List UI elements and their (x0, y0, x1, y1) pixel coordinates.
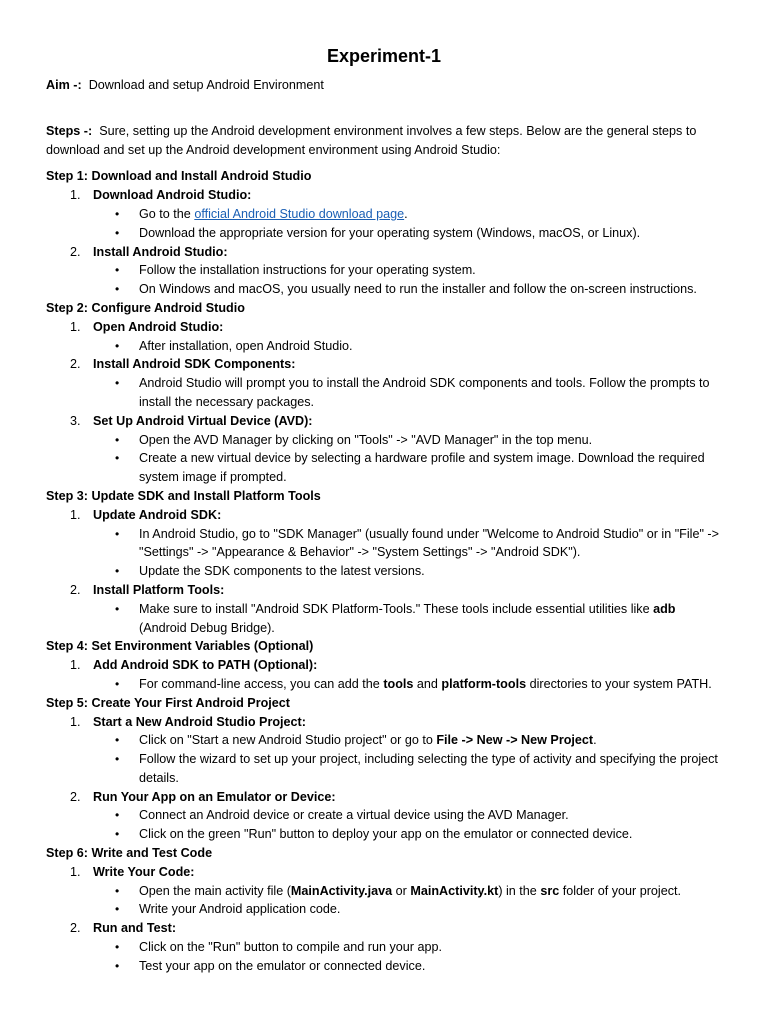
step-subitem (46, 919, 722, 975)
bullet-text: Follow the installation instructions for your operating system. (139, 263, 476, 278)
bullet-list (93, 675, 722, 694)
bullet-list (93, 337, 722, 356)
subitem-number: 2. (70, 244, 81, 259)
subitem-title: Write Your Code: (93, 864, 195, 879)
step-sublist (46, 656, 722, 694)
bullet-text: Open the main activity file ( (139, 883, 291, 898)
steps-list (46, 167, 722, 975)
bullet-list (93, 882, 722, 920)
bullet-icon: • (115, 601, 120, 616)
bullet-item (93, 900, 722, 919)
bullet-icon: • (115, 263, 120, 278)
bold-term: MainActivity.java (290, 883, 393, 898)
bullet-item (93, 205, 722, 224)
bullet-icon: • (115, 808, 120, 823)
bullet-text: Update the SDK components to the latest versions. (139, 564, 425, 579)
bullet-text: Make sure to install "Android SDK Platform-Tools." These tools include essential utilities like (139, 601, 654, 616)
step-subitem (46, 863, 722, 919)
subitem-title: Add Android SDK to PATH (Optional): (93, 658, 318, 673)
step-sublist (46, 186, 722, 299)
subitem-number: 3. (70, 413, 81, 428)
bullet-icon: • (115, 282, 120, 297)
bullet-list (93, 525, 722, 581)
step-subitem (46, 412, 722, 487)
step-subitem (46, 243, 722, 299)
bullet-list (93, 938, 722, 976)
subitem-number: 1. (70, 658, 81, 673)
step-sublist (46, 713, 722, 845)
step-subitem (46, 788, 722, 844)
bullet-icon: • (115, 902, 120, 917)
bullet-list (93, 261, 722, 299)
step-sublist (46, 863, 722, 976)
spacer (46, 159, 722, 167)
bullet-icon: • (115, 940, 120, 955)
bullet-text: Test your app on the emulator or connected device. (139, 958, 426, 973)
subitem-title: Install Platform Tools: (93, 582, 225, 597)
bullet-text: Click on "Start a new Android Studio project" or go to (139, 733, 437, 748)
bold-term: MainActivity.kt (410, 883, 499, 898)
bullet-text: (Android Debug Bridge). (139, 620, 275, 635)
bullet-text: Android Studio will prompt you to install the Android SDK components and tools. Follow the prompts to install the necessary packages. (139, 376, 710, 409)
bullet-text: Go to the (139, 206, 195, 221)
steps-intro (46, 122, 722, 160)
step-subitem (46, 713, 722, 788)
bullet-icon: • (115, 451, 120, 466)
bullet-list (93, 806, 722, 844)
subitem-title: Run and Test: (93, 921, 177, 936)
bullet-item (93, 675, 722, 694)
subitem-number: 2. (70, 582, 81, 597)
step-heading: Step 3: Update SDK and Install Platform Tools (46, 488, 321, 503)
bullet-text: . (593, 733, 597, 748)
bullet-list (93, 431, 722, 487)
subitem-title: Start a New Android Studio Project: (93, 714, 306, 729)
bullet-item (93, 957, 722, 976)
bullet-text: . (404, 206, 408, 221)
bullet-item (93, 750, 722, 788)
bullet-list (93, 205, 722, 243)
bullet-item (93, 261, 722, 280)
bullet-text: ) in the (498, 883, 541, 898)
bullet-item (93, 224, 722, 243)
bullet-item (93, 449, 722, 487)
step-sublist (46, 506, 722, 638)
subitem-title: Install Android Studio: (93, 244, 228, 259)
subitem-number: 1. (70, 714, 81, 729)
bullet-icon: • (115, 676, 120, 691)
step-heading: Step 6: Write and Test Code (46, 846, 213, 861)
subitem-title: Install Android SDK Components: (93, 357, 296, 372)
bullet-item (93, 562, 722, 581)
step-subitem (46, 355, 722, 411)
step-heading: Step 4: Set Environment Variables (Optional) (46, 639, 314, 654)
bullet-item (93, 938, 722, 957)
bullet-text: Download the appropriate version for your operating system (Windows, macOS, or Linux). (139, 225, 641, 240)
bullet-text: and (413, 676, 442, 691)
bullet-item (93, 882, 722, 901)
subitem-number: 1. (70, 507, 81, 522)
subitem-number: 1. (70, 864, 81, 879)
bullet-item (93, 806, 722, 825)
bullet-icon: • (115, 564, 120, 579)
step-subitem (46, 506, 722, 581)
bullet-text: Connect an Android device or create a virtual device using the AVD Manager. (139, 808, 569, 823)
bullet-text: For command-line access, you can add the (139, 676, 384, 691)
bullet-list (93, 600, 722, 638)
step-heading: Step 5: Create Your First Android Project (46, 695, 290, 710)
bullet-text: Click on the "Run" button to compile and run your app. (139, 940, 442, 955)
bullet-icon: • (115, 376, 120, 391)
step-heading: Step 2: Configure Android Studio (46, 300, 245, 315)
step-subitem (46, 656, 722, 694)
bullet-icon: • (115, 225, 120, 240)
bullet-text: After installation, open Android Studio. (139, 338, 353, 353)
bullet-item (93, 337, 722, 356)
bold-term: src (540, 883, 560, 898)
aim-text: Download and setup Android Environment (88, 78, 324, 92)
bullet-text: On Windows and macOS, you usually need to run the installer and follow the on-screen instructions. (139, 282, 697, 297)
bullet-icon: • (115, 432, 120, 447)
subitem-title: Download Android Studio: (93, 188, 252, 203)
subitem-number: 2. (70, 357, 81, 372)
bullet-text: Write your Android application code. (139, 902, 341, 917)
bold-term: platform-tools (441, 676, 527, 691)
bold-term: File -> New -> New Project (436, 733, 594, 748)
bullet-text: or (392, 883, 411, 898)
bullet-item (93, 374, 722, 412)
subitem-title: Open Android Studio: (93, 319, 224, 334)
page-title: Experiment-1 (326, 46, 442, 66)
step-subitem (46, 186, 722, 242)
bullet-text: In Android Studio, go to "SDK Manager" (usually found under "Welcome to Android Studio" or in "File" -> "Settings" -> "Appearance & Behavior" -> "System Settings" -> "Android SDK"). (139, 526, 719, 560)
steps-intro-text: Sure, setting up the Android development environment involves a few steps. Below are the general steps to download and set up the Android development environment using Android Studio: (46, 123, 697, 157)
aim-label: Aim -: (46, 78, 82, 92)
bullet-text: folder of your project. (559, 883, 682, 898)
bullet-list (93, 374, 722, 412)
bullet-text: Open the AVD Manager by clicking on "Tools" -> "AVD Manager" in the top menu. (139, 432, 593, 447)
bullet-list (93, 731, 722, 787)
bold-term: tools (383, 676, 414, 691)
subitem-title: Run Your App on an Emulator or Device: (93, 789, 336, 804)
download-page-link[interactable]: official Android Studio download page (194, 206, 405, 221)
bullet-icon: • (115, 752, 120, 767)
bullet-item (93, 525, 722, 563)
bullet-icon: • (115, 733, 120, 748)
bullet-item (93, 825, 722, 844)
step-subitem (46, 581, 722, 637)
bullet-text: Follow the wizard to set up your project, including selecting the type of activity and specifying the project details. (139, 752, 718, 785)
bullet-icon: • (115, 827, 120, 842)
steps-label: Steps -: (46, 123, 93, 138)
subitem-title: Set Up Android Virtual Device (AVD): (93, 413, 313, 428)
bullet-icon: • (115, 526, 120, 541)
bullet-text: directories to your system PATH. (526, 676, 712, 691)
bullet-item (93, 431, 722, 450)
step-subitem (46, 318, 722, 356)
step-sublist (46, 318, 722, 487)
bullet-icon: • (115, 958, 120, 973)
step-heading: Step 1: Download and Install Android Studio (46, 169, 312, 184)
bold-term: adb (653, 601, 676, 616)
subitem-number: 2. (70, 789, 81, 804)
aim-line (46, 76, 722, 95)
bullet-item (93, 280, 722, 299)
bullet-icon: • (115, 338, 120, 353)
bullet-icon: • (115, 206, 120, 221)
bullet-text: Create a new virtual device by selecting a hardware profile and system image. Download the required system image if prompted. (139, 451, 705, 485)
bullet-text: Click on the green "Run" button to deploy your app on the emulator or connected device. (139, 827, 633, 842)
subitem-number: 1. (70, 319, 81, 334)
bullet-item (93, 731, 722, 750)
subitem-number: 2. (70, 921, 81, 936)
bullet-item (93, 600, 722, 638)
subitem-number: 1. (70, 188, 81, 203)
bullet-icon: • (115, 883, 120, 898)
subitem-title: Update Android SDK: (93, 507, 222, 522)
